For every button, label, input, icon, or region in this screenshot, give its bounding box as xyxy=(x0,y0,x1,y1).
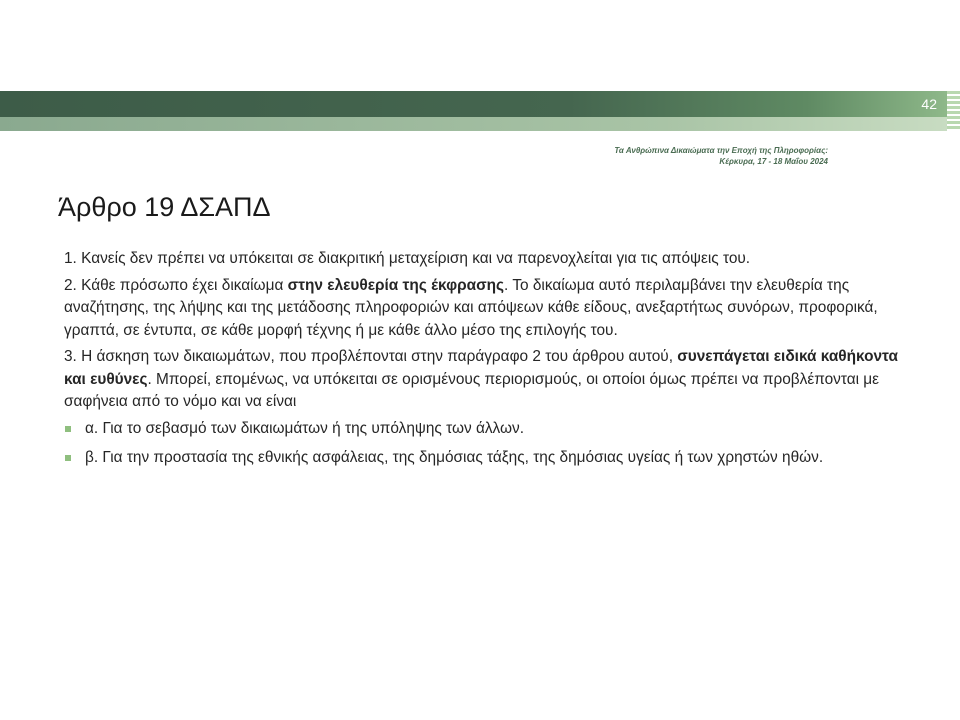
conference-title: Τα Ανθρώπινα Δικαιώματα την Εποχή της Πληροφορίας: xyxy=(614,146,828,155)
conference-place-date: Κέρκυρα, 17 - 18 Μαΐου 2024 xyxy=(719,157,828,166)
bullet-item-b xyxy=(64,447,914,470)
bullet-item-b-text: β. Για την προστασία της εθνικής ασφάλειας, της δημόσιας τάξης, της δημόσιας υγείας ή των χρηστών ηθών. xyxy=(85,449,824,466)
slide-number: 42 xyxy=(921,96,937,112)
paragraph-1: 1. Κανείς δεν πρέπει να υπόκειται σε διακριτική μεταχείριση και να παρενοχλείται για τις απόψεις του. xyxy=(64,250,751,267)
paragraph-2-text-start: 2. Κάθε πρόσωπο έχει δικαίωμα xyxy=(64,276,288,294)
square-bullet-icon xyxy=(65,426,71,432)
paragraph-2-emphasis: στην ελευθερία της έκφρασης xyxy=(287,276,505,294)
paragraph-3 xyxy=(64,346,914,414)
bullet-item-a-text: α. Για το σεβασμό των δικαιωμάτων ή της υπόληψης των άλλων. xyxy=(85,419,524,437)
conference-caption xyxy=(540,145,828,167)
square-bullet-icon xyxy=(65,455,71,461)
paragraph-3-emphasis: συνεπάγεται ειδικά καθήκοντα και ευθύνες xyxy=(64,348,898,388)
paragraph-3-text-end: . Μπορεί, επομένως, να υπόκειται σε ορισμένους περιορισμούς, οι οποίοι όμως πρέπει να προβλέπονται με σαφήνεια από το νόμο και να είναι xyxy=(64,370,880,410)
slide-title: Άρθρο 19 ΔΣΑΠΔ xyxy=(58,192,271,222)
paragraph-3-text-start: 3. Η άσκηση των δικαιωμάτων, που προβλέπονται στην παράγραφο 2 του άρθρου αυτού, xyxy=(64,348,678,365)
bullet-item-a xyxy=(64,418,914,441)
slide-body xyxy=(64,248,914,477)
paragraph-2 xyxy=(64,275,914,343)
header-edge-strip xyxy=(947,91,960,131)
paragraph-2-text-end: . Το δικαίωμα αυτό περιλαμβάνει την ελευθερία της αναζήτησης, της λήψης και της μετάδοσης πληροφοριών και απόψεων κάθε είδους, ανεξαρτήτως συνόρων, προφορικά, γραπτά, σε έντυπα, σε κάθε μορφή τέχνης ή με κάθε άλλο μέσο της επιλογής του. xyxy=(64,276,878,339)
header-bar-dark xyxy=(0,91,949,117)
header-bar-light xyxy=(0,117,949,131)
